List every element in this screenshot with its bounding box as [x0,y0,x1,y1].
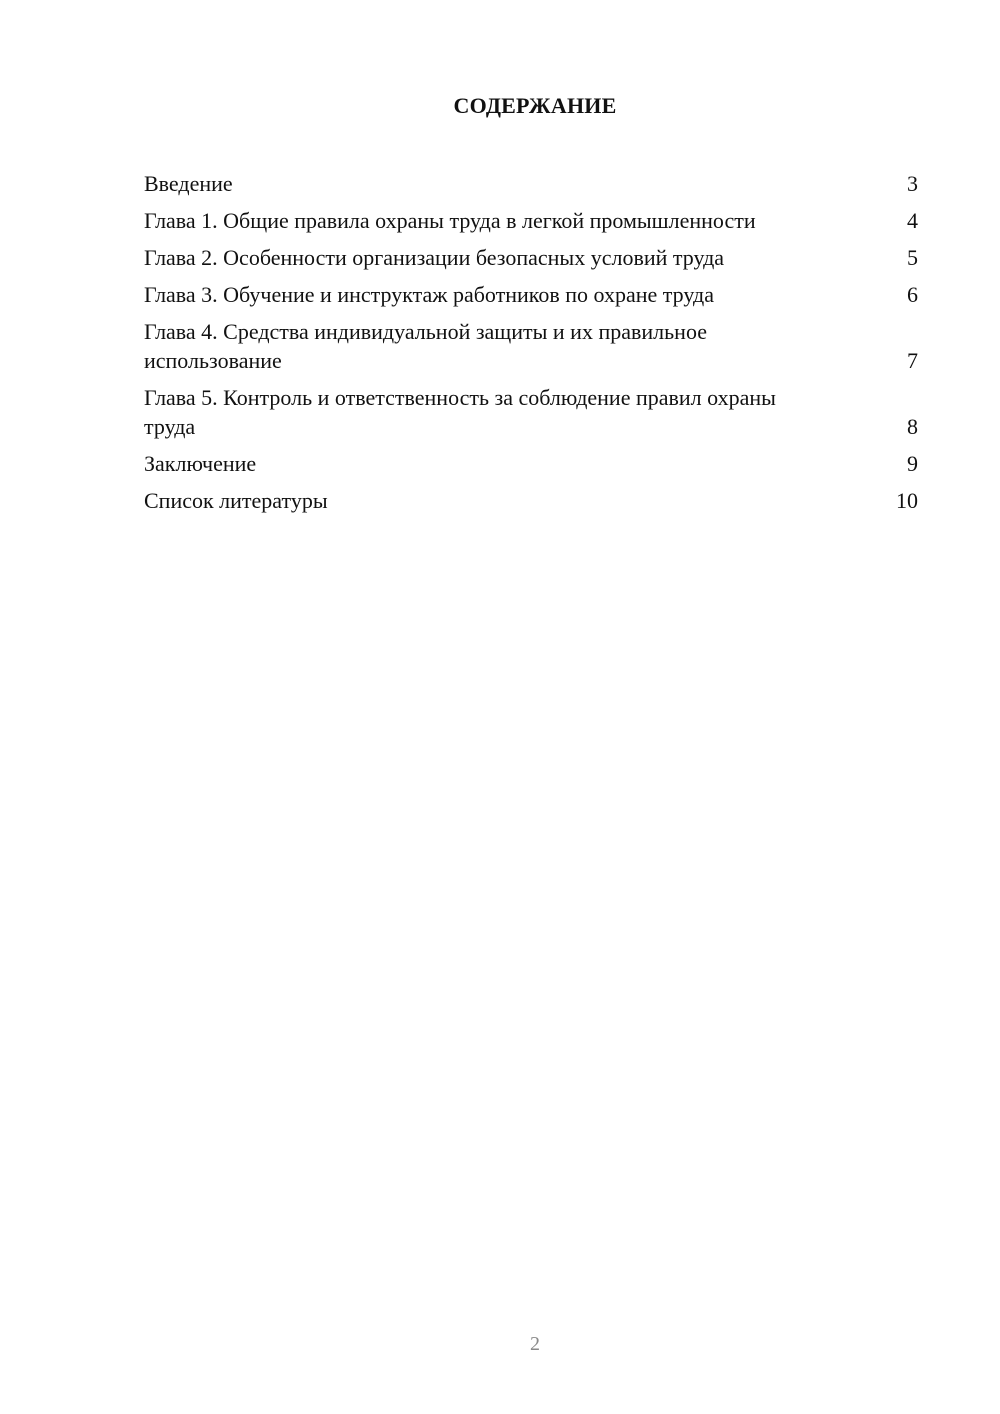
toc-entry-text: Глава 5. Контроль и ответственность за соблюдение правил охраны труда [144,385,776,439]
toc-entry-text: Глава 2. Особенности организации безопасных условий труда [144,245,725,270]
page-title: СОДЕРЖАНИЕ [453,93,617,118]
toc-entry-text: Список литературы [144,488,328,513]
toc-entry-text: Глава 1. Общие правила охраны труда в легкой промышленности [144,208,756,233]
toc-entry-chapter-4 [144,317,918,375]
toc-entry-chapter-2 [144,243,918,272]
toc-entry-page: 4 [907,208,918,233]
toc-entry-text: Введение [144,171,233,196]
toc-entry-chapter-3 [144,280,918,309]
toc-entry-page: 10 [896,488,918,513]
toc-entry-bibliography [144,486,918,515]
toc-entry-page: 9 [907,451,918,476]
page-number: 2 [530,1333,540,1355]
toc-entry-text: Глава 3. Обучение и инструктаж работников по охране труда [144,282,714,307]
toc-entry-conclusion [144,449,918,478]
toc-entry-introduction [144,169,918,198]
toc-entry-page: 6 [907,282,918,307]
toc-entry-page: 5 [907,245,918,270]
toc-entry-page: 7 [907,348,918,373]
toc-entry-chapter-5 [144,383,918,441]
toc-entry-page: 3 [907,171,918,196]
toc-entry-text: Заключение [144,451,257,476]
table-of-contents [144,169,918,523]
toc-entry-text: Глава 4. Средства индивидуальной защиты и их правильное использование [144,319,707,373]
toc-entry-page: 8 [907,414,918,439]
toc-entry-chapter-1 [144,206,918,235]
